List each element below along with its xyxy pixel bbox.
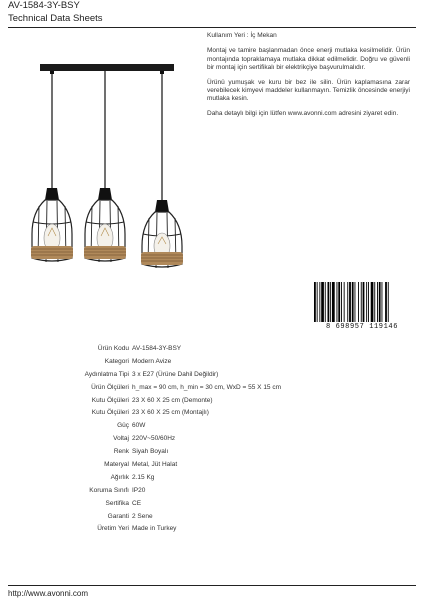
spec-row [0,461,424,474]
info-panel [207,32,410,124]
spec-row [0,384,424,397]
spec-key: Aydınlatma Tipi [84,370,129,378]
spec-row [0,435,424,448]
spec-value: 2 Sene [132,512,153,520]
spec-key: Güç [117,422,129,430]
cleaning-paragraph: Ürünü yumuşak ve kuru bir bez ile silin. Ürün kaplamasına zarar verebilecek kimyevi maddeler kullanmayın. Temizlik öncesinde enerjiyi mutlaka kesin. [207,78,410,103]
spec-key: Voltaj [113,435,129,443]
header-divider [8,27,416,28]
header-product-code: AV-1584-3Y-BSY [8,0,80,11]
spec-key: Ağırlık [110,473,129,481]
spec-row [0,525,424,538]
spec-value: Siyah Boyalı [132,448,169,456]
spec-value: Made in Turkey [132,525,177,533]
spec-row [0,345,424,358]
spec-value: IP20 [132,486,146,494]
spec-row [0,422,424,435]
spec-row [0,474,424,487]
footer-website-link[interactable]: http://www.avonni.com [8,589,89,598]
spec-key: Kutu Ölçüleri [91,409,129,417]
spec-key: Kutu Ölçüleri [91,396,129,404]
document-title: Technical Data Sheets [8,13,103,24]
footer-divider [8,585,416,586]
ceiling-bar [40,64,174,71]
spec-value: 2.15 Kg [132,473,155,481]
spec-row [0,500,424,513]
spec-key: Renk [113,448,129,456]
spec-key: Koruma Sınıfı [89,486,129,494]
spec-value: 3 x E27 (Ürüne Dahil Değildir) [132,370,219,378]
spec-row [0,358,424,371]
spec-key: Ürün Ölçüleri [91,383,129,391]
spec-row [0,513,424,526]
safety-paragraph: Montaj ve tamire başlanmadan önce enerji mutlaka kesilmelidir. Ürün montajında topraklamaya mutlaka dikkat edilmelidir. Doğru ve güvenli bir montaj için sertifikalı bir elektrikçiye başvurulmalıdır. [207,47,410,72]
spec-value: Metal, Jüt Halat [132,461,178,469]
website-paragraph: Daha detaylı bilgi için lütfen www.avonni.com adresini ziyaret edin. [207,109,399,117]
spec-row [0,448,424,461]
spec-value: Modern Avize [132,357,172,365]
spec-row [0,487,424,500]
pendant-left [31,188,73,262]
spec-table [0,345,424,538]
spec-key: Sertifika [105,499,129,507]
pendant-right [141,200,183,268]
spec-value: 23 X 60 X 25 cm (Demonte) [132,396,213,404]
spec-key: Materyal [104,461,129,469]
spec-value: 23 X 60 X 25 cm (Montajlı) [132,409,209,417]
spec-value: 60W [132,422,146,430]
spec-key: Garanti [107,512,129,520]
spec-value: AV-1584-3Y-BSY [132,345,182,352]
spec-key: Üretim Yeri [97,525,129,533]
spec-value: CE [132,499,142,507]
spec-row [0,371,424,384]
spec-key: Ürün Kodu [97,345,129,352]
spec-row [0,409,424,422]
product-image [20,55,200,275]
barcode-digits: 8 698957 119146 [325,323,398,331]
spec-value: h_max = 90 cm, h_min = 30 cm, WxD = 55 X 15 cm [132,383,282,391]
spec-row [0,397,424,410]
usage-place: Kullanım Yeri : İç Mekan [207,32,277,39]
spec-value: 220V~50/60Hz [132,435,176,443]
pendant-center [84,188,126,262]
spec-key: Kategori [104,357,129,365]
